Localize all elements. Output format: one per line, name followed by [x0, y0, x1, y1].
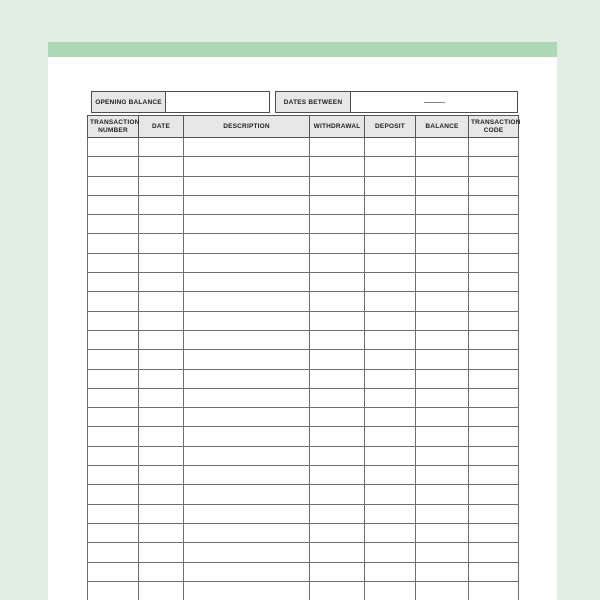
register-cell-description[interactable] — [184, 504, 310, 523]
dates-separator-dash — [424, 102, 445, 103]
register-cell-description[interactable] — [184, 157, 310, 176]
register-cell-balance[interactable] — [416, 157, 469, 176]
register-cell-date[interactable] — [139, 176, 184, 195]
register-cell-balance[interactable] — [416, 446, 469, 465]
register-cell-date[interactable] — [139, 253, 184, 272]
page-accent-bar — [48, 42, 557, 57]
register-cell-withdrawal[interactable] — [310, 138, 365, 157]
register-row — [88, 292, 519, 311]
column-header-description: DESCRIPTION — [184, 116, 310, 138]
register-cell-deposit[interactable] — [365, 504, 416, 523]
register-cell-description[interactable] — [184, 350, 310, 369]
register-row — [88, 253, 519, 272]
register-cell-transaction-number[interactable] — [88, 581, 139, 600]
register-cell-date[interactable] — [139, 485, 184, 504]
register-cell-balance[interactable] — [416, 330, 469, 349]
register-cell-transaction-code[interactable] — [469, 523, 519, 542]
register-cell-description[interactable] — [184, 388, 310, 407]
register-cell-balance[interactable] — [416, 350, 469, 369]
register-cell-balance[interactable] — [416, 466, 469, 485]
register-cell-transaction-code[interactable] — [469, 446, 519, 465]
register-cell-deposit[interactable] — [365, 581, 416, 600]
register-row — [88, 350, 519, 369]
register-row — [88, 581, 519, 600]
register-cell-date[interactable] — [139, 543, 184, 562]
register-cell-transaction-code[interactable] — [469, 369, 519, 388]
register-cell-deposit[interactable] — [365, 350, 416, 369]
register-cell-transaction-code[interactable] — [469, 253, 519, 272]
register-cell-balance[interactable] — [416, 369, 469, 388]
register-cell-description[interactable] — [184, 562, 310, 581]
register-cell-deposit[interactable] — [365, 562, 416, 581]
register-cell-withdrawal[interactable] — [310, 523, 365, 542]
register-cell-date[interactable] — [139, 408, 184, 427]
register-cell-withdrawal[interactable] — [310, 215, 365, 234]
register-cell-date[interactable] — [139, 446, 184, 465]
register-cell-transaction-code[interactable] — [469, 311, 519, 330]
register-cell-transaction-number[interactable] — [88, 369, 139, 388]
register-cell-balance[interactable] — [416, 215, 469, 234]
summary-fields-row — [91, 91, 518, 113]
register-cell-withdrawal[interactable] — [310, 253, 365, 272]
register-cell-transaction-code[interactable] — [469, 195, 519, 214]
register-cell-description[interactable] — [184, 523, 310, 542]
register-cell-transaction-number[interactable] — [88, 446, 139, 465]
register-cell-transaction-number[interactable] — [88, 543, 139, 562]
register-row — [88, 485, 519, 504]
register-row — [88, 466, 519, 485]
register-cell-transaction-number[interactable] — [88, 273, 139, 292]
register-cell-date[interactable] — [139, 215, 184, 234]
register-cell-deposit[interactable] — [365, 427, 416, 446]
register-row — [88, 504, 519, 523]
register-cell-deposit[interactable] — [365, 388, 416, 407]
register-cell-balance[interactable] — [416, 311, 469, 330]
dates-between-field — [275, 91, 518, 113]
register-cell-transaction-code[interactable] — [469, 562, 519, 581]
register-cell-description[interactable] — [184, 195, 310, 214]
register-cell-transaction-number[interactable] — [88, 350, 139, 369]
register-row — [88, 311, 519, 330]
register-cell-withdrawal[interactable] — [310, 466, 365, 485]
register-cell-transaction-code[interactable] — [469, 157, 519, 176]
register-cell-withdrawal[interactable] — [310, 427, 365, 446]
register-row — [88, 176, 519, 195]
register-cell-transaction-number[interactable] — [88, 427, 139, 446]
register-cell-transaction-code[interactable] — [469, 350, 519, 369]
register-cell-description[interactable] — [184, 292, 310, 311]
transaction-register-table — [87, 115, 519, 600]
register-cell-balance[interactable] — [416, 485, 469, 504]
register-cell-date[interactable] — [139, 388, 184, 407]
register-row — [88, 234, 519, 253]
register-cell-withdrawal[interactable] — [310, 581, 365, 600]
register-row — [88, 543, 519, 562]
register-row — [88, 138, 519, 157]
register-row — [88, 408, 519, 427]
register-cell-withdrawal[interactable] — [310, 408, 365, 427]
register-row — [88, 523, 519, 542]
register-row — [88, 215, 519, 234]
register-cell-balance[interactable] — [416, 195, 469, 214]
register-cell-transaction-code[interactable] — [469, 273, 519, 292]
register-cell-deposit[interactable] — [365, 234, 416, 253]
register-cell-balance[interactable] — [416, 581, 469, 600]
register-cell-date[interactable] — [139, 581, 184, 600]
register-cell-transaction-number[interactable] — [88, 253, 139, 272]
register-cell-transaction-code[interactable] — [469, 427, 519, 446]
register-cell-transaction-number[interactable] — [88, 408, 139, 427]
register-cell-withdrawal[interactable] — [310, 195, 365, 214]
register-cell-withdrawal[interactable] — [310, 234, 365, 253]
register-cell-withdrawal[interactable] — [310, 311, 365, 330]
register-cell-transaction-number[interactable] — [88, 388, 139, 407]
register-cell-balance[interactable] — [416, 504, 469, 523]
register-cell-transaction-code[interactable] — [469, 543, 519, 562]
register-cell-date[interactable] — [139, 504, 184, 523]
register-cell-description[interactable] — [184, 466, 310, 485]
register-cell-withdrawal[interactable] — [310, 369, 365, 388]
register-cell-description[interactable] — [184, 138, 310, 157]
register-cell-date[interactable] — [139, 350, 184, 369]
register-row — [88, 157, 519, 176]
register-cell-transaction-number[interactable] — [88, 485, 139, 504]
register-cell-transaction-code[interactable] — [469, 292, 519, 311]
register-cell-date[interactable] — [139, 427, 184, 446]
register-cell-date[interactable] — [139, 273, 184, 292]
register-cell-description[interactable] — [184, 446, 310, 465]
register-cell-description[interactable] — [184, 253, 310, 272]
register-cell-date[interactable] — [139, 195, 184, 214]
register-cell-withdrawal[interactable] — [310, 446, 365, 465]
register-cell-transaction-code[interactable] — [469, 408, 519, 427]
register-cell-description[interactable] — [184, 330, 310, 349]
dates-between-label: DATES BETWEEN — [276, 92, 351, 112]
register-cell-description[interactable] — [184, 543, 310, 562]
register-cell-withdrawal[interactable] — [310, 157, 365, 176]
register-cell-deposit[interactable] — [365, 292, 416, 311]
register-cell-transaction-code[interactable] — [469, 581, 519, 600]
register-cell-date[interactable] — [139, 234, 184, 253]
register-cell-transaction-code[interactable] — [469, 138, 519, 157]
register-cell-date[interactable] — [139, 369, 184, 388]
register-cell-transaction-code[interactable] — [469, 466, 519, 485]
opening-balance-field — [91, 91, 270, 113]
register-cell-transaction-code[interactable] — [469, 215, 519, 234]
register-cell-deposit[interactable] — [365, 195, 416, 214]
register-cell-transaction-number[interactable] — [88, 523, 139, 542]
register-cell-deposit[interactable] — [365, 543, 416, 562]
register-cell-date[interactable] — [139, 311, 184, 330]
register-cell-balance[interactable] — [416, 176, 469, 195]
register-cell-deposit[interactable] — [365, 138, 416, 157]
register-cell-deposit[interactable] — [365, 157, 416, 176]
register-cell-date[interactable] — [139, 292, 184, 311]
register-cell-date[interactable] — [139, 157, 184, 176]
register-cell-deposit[interactable] — [365, 466, 416, 485]
register-cell-description[interactable] — [184, 176, 310, 195]
column-header-transaction-number: TRANSACTION NUMBER — [88, 116, 139, 138]
register-cell-transaction-number[interactable] — [88, 466, 139, 485]
register-row — [88, 369, 519, 388]
register-cell-description[interactable] — [184, 369, 310, 388]
register-cell-date[interactable] — [139, 523, 184, 542]
register-cell-transaction-code[interactable] — [469, 176, 519, 195]
register-cell-transaction-number[interactable] — [88, 504, 139, 523]
register-cell-transaction-number[interactable] — [88, 330, 139, 349]
register-cell-description[interactable] — [184, 311, 310, 330]
register-cell-deposit[interactable] — [365, 273, 416, 292]
register-cell-withdrawal[interactable] — [310, 350, 365, 369]
register-cell-balance[interactable] — [416, 543, 469, 562]
register-cell-transaction-code[interactable] — [469, 330, 519, 349]
register-cell-balance[interactable] — [416, 427, 469, 446]
opening-balance-label: OPENING BALANCE — [92, 92, 166, 112]
register-row — [88, 273, 519, 292]
register-cell-transaction-number[interactable] — [88, 157, 139, 176]
column-header-balance: BALANCE — [416, 116, 469, 138]
register-cell-balance[interactable] — [416, 523, 469, 542]
register-cell-withdrawal[interactable] — [310, 292, 365, 311]
register-cell-deposit[interactable] — [365, 446, 416, 465]
column-header-transaction-code: TRANSACTION CODE — [469, 116, 519, 138]
register-cell-balance[interactable] — [416, 138, 469, 157]
register-cell-transaction-number[interactable] — [88, 234, 139, 253]
register-cell-deposit[interactable] — [365, 523, 416, 542]
register-cell-description[interactable] — [184, 215, 310, 234]
register-cell-withdrawal[interactable] — [310, 485, 365, 504]
register-cell-description[interactable] — [184, 408, 310, 427]
register-cell-transaction-number[interactable] — [88, 562, 139, 581]
ledger-page — [48, 42, 557, 600]
register-cell-withdrawal[interactable] — [310, 562, 365, 581]
register-cell-description[interactable] — [184, 485, 310, 504]
register-cell-deposit[interactable] — [365, 330, 416, 349]
register-cell-date[interactable] — [139, 330, 184, 349]
register-cell-balance[interactable] — [416, 253, 469, 272]
register-cell-deposit[interactable] — [365, 253, 416, 272]
register-cell-withdrawal[interactable] — [310, 330, 365, 349]
register-cell-withdrawal[interactable] — [310, 504, 365, 523]
register-cell-description[interactable] — [184, 234, 310, 253]
register-cell-transaction-code[interactable] — [469, 388, 519, 407]
register-row — [88, 388, 519, 407]
register-cell-transaction-number[interactable] — [88, 215, 139, 234]
register-cell-balance[interactable] — [416, 562, 469, 581]
register-cell-deposit[interactable] — [365, 311, 416, 330]
register-cell-deposit[interactable] — [365, 369, 416, 388]
register-row — [88, 427, 519, 446]
register-cell-transaction-code[interactable] — [469, 485, 519, 504]
register-cell-deposit[interactable] — [365, 485, 416, 504]
transaction-register — [87, 115, 521, 600]
register-cell-description[interactable] — [184, 427, 310, 446]
register-cell-transaction-code[interactable] — [469, 234, 519, 253]
register-cell-withdrawal[interactable] — [310, 176, 365, 195]
register-cell-balance[interactable] — [416, 292, 469, 311]
register-cell-transaction-number[interactable] — [88, 195, 139, 214]
register-cell-deposit[interactable] — [365, 176, 416, 195]
table-header-row — [88, 116, 519, 138]
register-row — [88, 330, 519, 349]
register-row — [88, 562, 519, 581]
register-cell-balance[interactable] — [416, 234, 469, 253]
column-header-deposit: DEPOSIT — [365, 116, 416, 138]
register-cell-transaction-number[interactable] — [88, 176, 139, 195]
register-cell-deposit[interactable] — [365, 215, 416, 234]
register-cell-transaction-code[interactable] — [469, 504, 519, 523]
register-row — [88, 195, 519, 214]
register-cell-withdrawal[interactable] — [310, 388, 365, 407]
register-cell-withdrawal[interactable] — [310, 273, 365, 292]
column-header-date: DATE — [139, 116, 184, 138]
register-cell-description[interactable] — [184, 273, 310, 292]
register-cell-deposit[interactable] — [365, 408, 416, 427]
register-cell-date[interactable] — [139, 138, 184, 157]
dates-between-input[interactable] — [351, 92, 517, 112]
register-cell-balance[interactable] — [416, 273, 469, 292]
register-cell-transaction-number[interactable] — [88, 138, 139, 157]
register-cell-date[interactable] — [139, 562, 184, 581]
register-cell-balance[interactable] — [416, 388, 469, 407]
register-cell-description[interactable] — [184, 581, 310, 600]
register-cell-withdrawal[interactable] — [310, 543, 365, 562]
register-cell-date[interactable] — [139, 466, 184, 485]
register-cell-transaction-number[interactable] — [88, 311, 139, 330]
opening-balance-input[interactable] — [166, 92, 269, 112]
register-row — [88, 446, 519, 465]
register-cell-balance[interactable] — [416, 408, 469, 427]
register-cell-transaction-number[interactable] — [88, 292, 139, 311]
column-header-withdrawal: WITHDRAWAL — [310, 116, 365, 138]
